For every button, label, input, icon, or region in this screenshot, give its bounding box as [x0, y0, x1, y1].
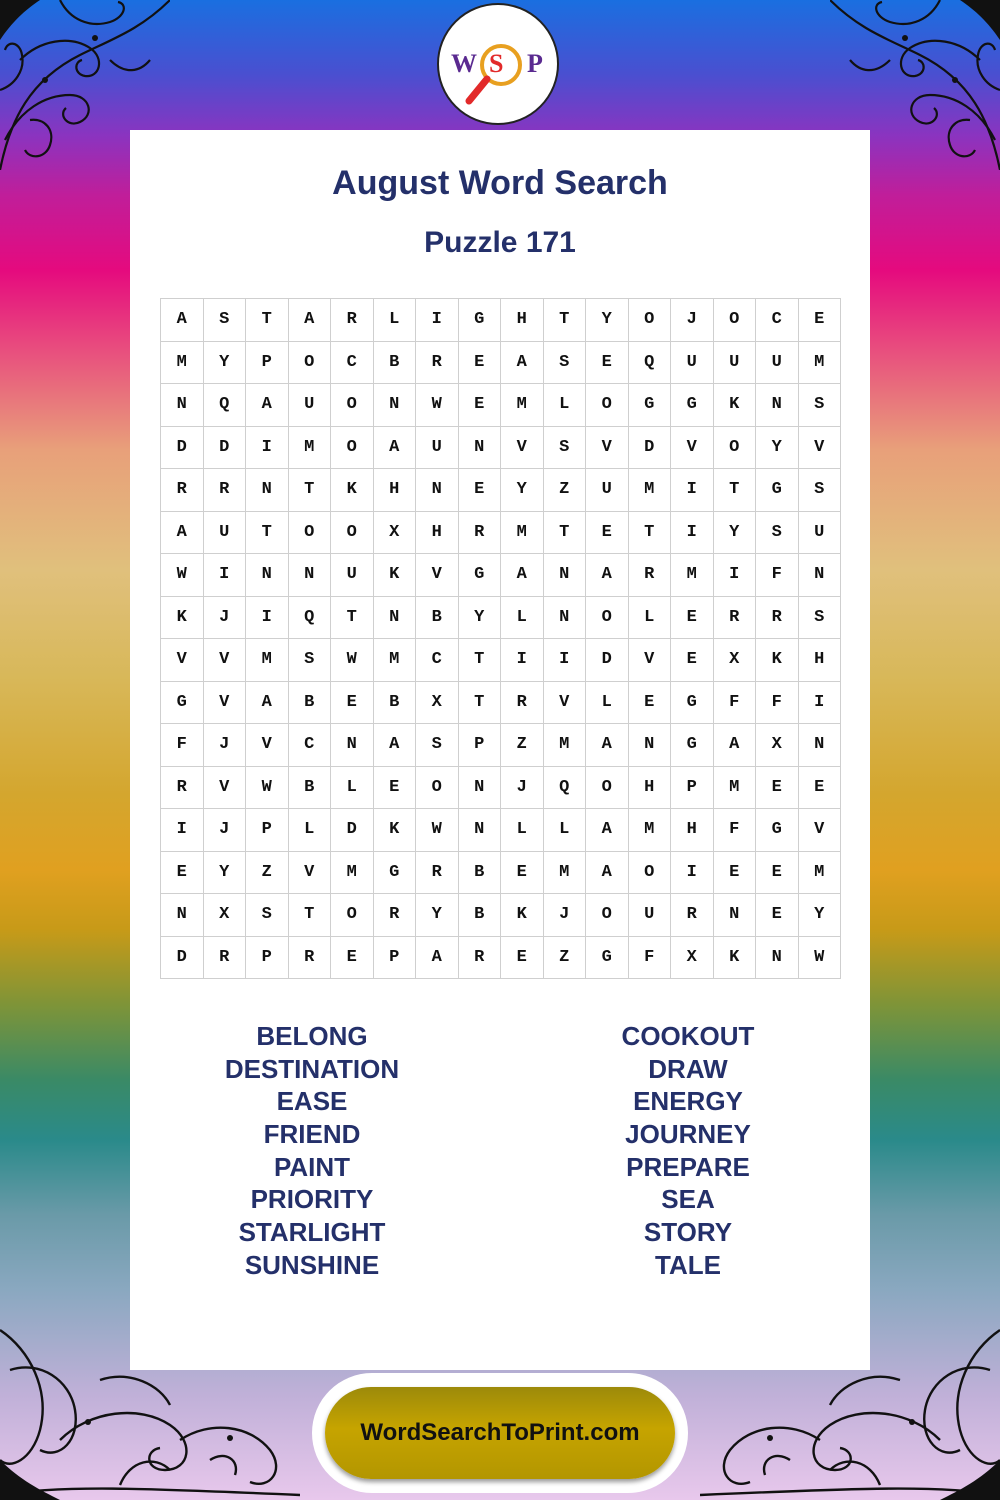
grid-cell[interactable]: R	[161, 766, 204, 809]
grid-cell[interactable]: V	[798, 809, 841, 852]
grid-cell[interactable]: M	[161, 341, 204, 384]
grid-cell[interactable]: Q	[628, 341, 671, 384]
grid-cell[interactable]: Q	[288, 596, 331, 639]
grid-cell[interactable]: H	[798, 639, 841, 682]
grid-cell[interactable]: S	[416, 724, 459, 767]
grid-cell[interactable]: F	[713, 681, 756, 724]
grid-cell[interactable]: Y	[586, 299, 629, 342]
word-list-item: JOURNEY	[625, 1119, 751, 1150]
grid-cell[interactable]: V	[203, 681, 246, 724]
grid-cell[interactable]: A	[416, 936, 459, 979]
grid-cell[interactable]: E	[501, 936, 544, 979]
grid-cell[interactable]: E	[756, 894, 799, 937]
grid-cell[interactable]: A	[586, 554, 629, 597]
grid-cell[interactable]: V	[246, 724, 289, 767]
grid-cell[interactable]: B	[458, 851, 501, 894]
grid-row	[161, 936, 841, 979]
grid-row	[161, 554, 841, 597]
grid-cell[interactable]: M	[501, 511, 544, 554]
grid-cell[interactable]: W	[331, 639, 374, 682]
grid-cell[interactable]: H	[416, 511, 459, 554]
grid-cell[interactable]: T	[458, 639, 501, 682]
grid-cell[interactable]: R	[203, 469, 246, 512]
grid-cell[interactable]: M	[798, 341, 841, 384]
grid-cell[interactable]: R	[458, 511, 501, 554]
word-list-item: BELONG	[256, 1021, 368, 1051]
grid-cell[interactable]: R	[331, 299, 374, 342]
grid-cell[interactable]: E	[798, 299, 841, 342]
grid-cell[interactable]: M	[671, 554, 714, 597]
grid-cell[interactable]: G	[756, 469, 799, 512]
grid-row	[161, 341, 841, 384]
grid-cell[interactable]: S	[246, 894, 289, 937]
grid-cell[interactable]: V	[798, 426, 841, 469]
grid-cell[interactable]: I	[501, 639, 544, 682]
grid-cell[interactable]: X	[671, 936, 714, 979]
grid-cell[interactable]: A	[586, 809, 629, 852]
grid-cell[interactable]: E	[586, 511, 629, 554]
grid-cell[interactable]: N	[713, 894, 756, 937]
grid-cell[interactable]: H	[501, 299, 544, 342]
grid-cell[interactable]: L	[586, 681, 629, 724]
grid-cell[interactable]: C	[756, 299, 799, 342]
grid-cell[interactable]: L	[501, 809, 544, 852]
grid-cell[interactable]: X	[203, 894, 246, 937]
grid-row	[161, 639, 841, 682]
footer-site-badge[interactable]	[325, 1387, 675, 1479]
grid-cell[interactable]: U	[331, 554, 374, 597]
grid-cell[interactable]: O	[586, 384, 629, 427]
grid-cell[interactable]: R	[713, 596, 756, 639]
grid-cell[interactable]: G	[671, 384, 714, 427]
footer-site-text: WordSearchToPrint.com	[360, 1419, 640, 1446]
grid-cell[interactable]: T	[288, 469, 331, 512]
grid-cell[interactable]: V	[203, 766, 246, 809]
word-list-item: STORY	[643, 1217, 733, 1248]
grid-cell[interactable]: J	[543, 894, 586, 937]
grid-cell[interactable]: B	[288, 681, 331, 724]
grid-cell[interactable]: M	[713, 766, 756, 809]
grid-cell[interactable]: R	[458, 936, 501, 979]
grid-cell[interactable]: T	[246, 511, 289, 554]
grid-cell[interactable]: W	[416, 384, 459, 427]
word-list-item: DRAW	[648, 1053, 728, 1084]
grid-cell[interactable]: U	[628, 894, 671, 937]
grid-cell[interactable]: U	[203, 511, 246, 554]
grid-cell[interactable]: R	[756, 596, 799, 639]
grid-cell[interactable]: E	[331, 936, 374, 979]
grid-cell[interactable]: E	[756, 851, 799, 894]
grid-cell[interactable]: A	[501, 554, 544, 597]
grid-cell[interactable]: P	[373, 936, 416, 979]
grid-cell[interactable]: G	[756, 809, 799, 852]
grid-cell[interactable]: V	[628, 639, 671, 682]
word-list-item: DESTINATION	[224, 1053, 400, 1084]
grid-cell[interactable]: M	[373, 639, 416, 682]
grid-cell[interactable]: L	[501, 596, 544, 639]
grid-cell[interactable]: Q	[543, 766, 586, 809]
grid-cell[interactable]: E	[628, 681, 671, 724]
grid-cell[interactable]: Y	[756, 426, 799, 469]
word-list-item: TALE	[655, 1249, 721, 1280]
grid-cell[interactable]: M	[628, 809, 671, 852]
grid-cell[interactable]: T	[543, 299, 586, 342]
grid-cell[interactable]: R	[203, 936, 246, 979]
grid-cell[interactable]: O	[416, 766, 459, 809]
grid-cell[interactable]: O	[586, 596, 629, 639]
grid-cell[interactable]: B	[458, 894, 501, 937]
grid-cell[interactable]: P	[246, 341, 289, 384]
grid-cell[interactable]: O	[713, 426, 756, 469]
grid-cell[interactable]: N	[373, 384, 416, 427]
grid-cell[interactable]: Y	[713, 511, 756, 554]
grid-cell[interactable]: J	[501, 766, 544, 809]
grid-cell[interactable]: O	[628, 851, 671, 894]
grid-cell[interactable]: I	[203, 554, 246, 597]
grid-cell[interactable]: E	[756, 766, 799, 809]
grid-cell[interactable]: N	[288, 554, 331, 597]
grid-cell[interactable]: T	[246, 299, 289, 342]
grid-cell[interactable]: N	[628, 724, 671, 767]
grid-cell[interactable]: Y	[203, 341, 246, 384]
grid-cell[interactable]: N	[331, 724, 374, 767]
grid-cell[interactable]: U	[756, 341, 799, 384]
grid-cell[interactable]: R	[628, 554, 671, 597]
grid-cell[interactable]: A	[586, 851, 629, 894]
grid-cell[interactable]: V	[671, 426, 714, 469]
grid-cell[interactable]: U	[586, 469, 629, 512]
grid-cell[interactable]: Z	[501, 724, 544, 767]
grid-cell[interactable]: X	[713, 639, 756, 682]
grid-cell[interactable]: F	[713, 809, 756, 852]
grid-cell[interactable]: R	[671, 894, 714, 937]
grid-cell[interactable]: B	[416, 596, 459, 639]
grid-cell[interactable]: K	[713, 384, 756, 427]
grid-cell[interactable]: E	[161, 851, 204, 894]
grid-cell[interactable]: N	[161, 894, 204, 937]
word-list-item: STARLIGHT	[238, 1217, 386, 1248]
grid-cell[interactable]: V	[203, 639, 246, 682]
grid-cell[interactable]: L	[543, 809, 586, 852]
grid-cell[interactable]: W	[416, 809, 459, 852]
grid-cell[interactable]: H	[373, 469, 416, 512]
grid-cell[interactable]: O	[288, 341, 331, 384]
grid-cell[interactable]: A	[288, 299, 331, 342]
grid-cell[interactable]: W	[161, 554, 204, 597]
grid-cell[interactable]: S	[798, 384, 841, 427]
grid-cell[interactable]: N	[756, 936, 799, 979]
grid-cell[interactable]: G	[671, 724, 714, 767]
grid-cell[interactable]: L	[628, 596, 671, 639]
grid-cell[interactable]: U	[416, 426, 459, 469]
grid-cell[interactable]: G	[373, 851, 416, 894]
grid-cell[interactable]: A	[246, 681, 289, 724]
grid-cell[interactable]: Y	[203, 851, 246, 894]
grid-cell[interactable]: S	[288, 639, 331, 682]
grid-cell[interactable]: O	[331, 426, 374, 469]
grid-cell[interactable]: T	[628, 511, 671, 554]
grid-cell[interactable]: D	[586, 639, 629, 682]
grid-cell[interactable]: Z	[543, 936, 586, 979]
grid-cell[interactable]: A	[713, 724, 756, 767]
grid-cell[interactable]: S	[798, 469, 841, 512]
grid-cell[interactable]: N	[458, 766, 501, 809]
grid-cell[interactable]: K	[161, 596, 204, 639]
grid-cell[interactable]: A	[501, 341, 544, 384]
grid-cell[interactable]: G	[628, 384, 671, 427]
grid-cell[interactable]: I	[671, 851, 714, 894]
grid-cell[interactable]: F	[628, 936, 671, 979]
grid-cell[interactable]: M	[246, 639, 289, 682]
logo-letter-w: W	[451, 49, 477, 78]
grid-cell[interactable]: N	[373, 596, 416, 639]
grid-cell[interactable]: M	[543, 724, 586, 767]
word-list-item: SEA	[661, 1184, 715, 1215]
grid-row	[161, 596, 841, 639]
grid-cell[interactable]: X	[416, 681, 459, 724]
grid-cell[interactable]: E	[331, 681, 374, 724]
word-list-item: PAINT	[273, 1151, 351, 1182]
grid-cell[interactable]: O	[586, 766, 629, 809]
grid-cell[interactable]: R	[161, 469, 204, 512]
word-list-right	[538, 1020, 838, 1282]
grid-cell[interactable]: P	[458, 724, 501, 767]
grid-cell[interactable]: N	[161, 384, 204, 427]
logo-letter-s: S	[489, 49, 504, 78]
grid-cell[interactable]: I	[798, 681, 841, 724]
grid-cell[interactable]: D	[203, 426, 246, 469]
grid-cell[interactable]: Q	[203, 384, 246, 427]
grid-cell[interactable]: N	[458, 809, 501, 852]
grid-cell[interactable]: K	[501, 894, 544, 937]
grid-cell[interactable]: M	[628, 469, 671, 512]
grid-cell[interactable]: P	[246, 936, 289, 979]
grid-cell[interactable]: T	[288, 894, 331, 937]
grid-cell[interactable]: R	[373, 894, 416, 937]
page-title: August Word Search	[332, 164, 668, 202]
grid-cell[interactable]: D	[331, 809, 374, 852]
wsp-logo	[437, 3, 559, 125]
grid-cell[interactable]: N	[416, 469, 459, 512]
grid-cell[interactable]: G	[161, 681, 204, 724]
grid-cell[interactable]: O	[713, 299, 756, 342]
grid-cell[interactable]: A	[161, 511, 204, 554]
grid-cell[interactable]: M	[501, 384, 544, 427]
grid-cell[interactable]: O	[586, 894, 629, 937]
word-list-item: FRIEND	[263, 1119, 361, 1150]
grid-cell[interactable]: S	[756, 511, 799, 554]
grid-cell[interactable]: A	[161, 299, 204, 342]
grid-cell[interactable]: E	[501, 851, 544, 894]
grid-cell[interactable]: W	[798, 936, 841, 979]
grid-cell[interactable]: J	[671, 299, 714, 342]
grid-cell[interactable]: A	[373, 724, 416, 767]
grid-cell[interactable]: N	[246, 469, 289, 512]
grid-cell[interactable]: N	[798, 554, 841, 597]
grid-cell[interactable]: B	[288, 766, 331, 809]
grid-cell[interactable]: I	[161, 809, 204, 852]
grid-cell[interactable]: D	[628, 426, 671, 469]
grid-cell[interactable]: Y	[458, 596, 501, 639]
grid-cell[interactable]: S	[543, 426, 586, 469]
grid-cell[interactable]: J	[203, 596, 246, 639]
letter-grid	[160, 298, 841, 979]
grid-cell[interactable]: G	[586, 936, 629, 979]
grid-cell[interactable]: O	[331, 384, 374, 427]
grid-cell[interactable]: U	[288, 384, 331, 427]
grid-cell[interactable]: N	[246, 554, 289, 597]
grid-cell[interactable]: I	[671, 469, 714, 512]
grid-cell[interactable]: Z	[543, 469, 586, 512]
grid-cell[interactable]: E	[458, 469, 501, 512]
grid-cell[interactable]: T	[331, 596, 374, 639]
word-list-item: COOKOUT	[621, 1021, 755, 1051]
grid-cell[interactable]: I	[246, 426, 289, 469]
grid-cell[interactable]: A	[586, 724, 629, 767]
grid-cell[interactable]: S	[798, 596, 841, 639]
grid-cell[interactable]: L	[543, 384, 586, 427]
grid-cell[interactable]: G	[458, 299, 501, 342]
grid-cell[interactable]: R	[501, 681, 544, 724]
grid-cell[interactable]: O	[288, 511, 331, 554]
grid-cell[interactable]: R	[416, 851, 459, 894]
grid-cell[interactable]: N	[756, 384, 799, 427]
grid-cell[interactable]: E	[458, 384, 501, 427]
grid-row	[161, 299, 841, 342]
grid-cell[interactable]: Y	[501, 469, 544, 512]
grid-cell[interactable]: I	[543, 639, 586, 682]
grid-cell[interactable]: X	[756, 724, 799, 767]
grid-cell[interactable]: K	[713, 936, 756, 979]
grid-cell[interactable]: H	[671, 809, 714, 852]
grid-cell[interactable]: X	[373, 511, 416, 554]
grid-cell[interactable]: V	[161, 639, 204, 682]
grid-cell[interactable]: W	[246, 766, 289, 809]
grid-row	[161, 681, 841, 724]
grid-cell[interactable]: E	[671, 639, 714, 682]
grid-cell[interactable]: D	[161, 426, 204, 469]
grid-cell[interactable]: K	[373, 809, 416, 852]
grid-cell[interactable]: I	[416, 299, 459, 342]
grid-cell[interactable]: I	[713, 554, 756, 597]
grid-cell[interactable]: M	[543, 851, 586, 894]
puzzle-number: Puzzle 171	[424, 226, 576, 259]
grid-cell[interactable]: J	[203, 724, 246, 767]
grid-cell[interactable]: F	[756, 681, 799, 724]
grid-cell[interactable]: E	[713, 851, 756, 894]
grid-cell[interactable]: P	[246, 809, 289, 852]
grid-cell[interactable]: O	[628, 299, 671, 342]
grid-cell[interactable]: N	[798, 724, 841, 767]
grid-cell[interactable]: E	[586, 341, 629, 384]
grid-cell[interactable]: T	[458, 681, 501, 724]
grid-cell[interactable]: S	[543, 341, 586, 384]
grid-cell[interactable]: U	[671, 341, 714, 384]
grid-cell[interactable]: J	[203, 809, 246, 852]
grid-row	[161, 384, 841, 427]
grid-cell[interactable]: N	[543, 554, 586, 597]
grid-cell[interactable]: I	[671, 511, 714, 554]
grid-row	[161, 469, 841, 512]
grid-cell[interactable]: K	[331, 469, 374, 512]
grid-cell[interactable]: M	[331, 851, 374, 894]
word-list-item: ENERGY	[633, 1086, 743, 1117]
grid-cell[interactable]: T	[713, 469, 756, 512]
grid-row	[161, 511, 841, 554]
grid-row	[161, 809, 841, 852]
grid-cell[interactable]: C	[288, 724, 331, 767]
grid-cell[interactable]: Z	[246, 851, 289, 894]
grid-cell[interactable]: M	[288, 426, 331, 469]
grid-cell[interactable]: N	[458, 426, 501, 469]
word-list-item: PRIORITY	[250, 1184, 374, 1215]
grid-cell[interactable]: S	[203, 299, 246, 342]
grid-cell[interactable]: F	[756, 554, 799, 597]
grid-cell[interactable]: O	[331, 511, 374, 554]
grid-cell[interactable]: V	[416, 554, 459, 597]
grid-cell[interactable]: E	[798, 766, 841, 809]
grid-cell[interactable]: A	[373, 426, 416, 469]
grid-cell[interactable]: L	[373, 299, 416, 342]
word-list-item: EASE	[276, 1086, 348, 1117]
word-list-item: SUNSHINE	[244, 1249, 380, 1280]
grid-cell[interactable]: K	[756, 639, 799, 682]
grid-cell[interactable]: V	[288, 851, 331, 894]
logo-letter-p: P	[527, 49, 543, 78]
grid-cell[interactable]: L	[331, 766, 374, 809]
grid-cell[interactable]: V	[501, 426, 544, 469]
grid-cell[interactable]: E	[373, 766, 416, 809]
grid-cell[interactable]: G	[458, 554, 501, 597]
grid-cell[interactable]: E	[458, 341, 501, 384]
grid-cell[interactable]: O	[331, 894, 374, 937]
grid-cell[interactable]: H	[628, 766, 671, 809]
grid-row	[161, 426, 841, 469]
grid-cell[interactable]: B	[373, 681, 416, 724]
grid-cell[interactable]: B	[373, 341, 416, 384]
grid-row	[161, 766, 841, 809]
grid-cell[interactable]: C	[416, 639, 459, 682]
grid-cell[interactable]: V	[586, 426, 629, 469]
grid-cell[interactable]: D	[161, 936, 204, 979]
grid-cell[interactable]: N	[543, 596, 586, 639]
grid-cell[interactable]: I	[246, 596, 289, 639]
grid-cell[interactable]: K	[373, 554, 416, 597]
grid-cell[interactable]: R	[416, 341, 459, 384]
word-list-item: PREPARE	[626, 1151, 750, 1182]
grid-cell[interactable]: C	[331, 341, 374, 384]
grid-cell[interactable]: U	[798, 511, 841, 554]
grid-cell[interactable]: U	[713, 341, 756, 384]
grid-cell[interactable]: V	[543, 681, 586, 724]
grid-row	[161, 724, 841, 767]
grid-cell[interactable]: Y	[798, 894, 841, 937]
grid-cell[interactable]: P	[671, 766, 714, 809]
grid-cell[interactable]: Y	[416, 894, 459, 937]
grid-cell[interactable]: T	[543, 511, 586, 554]
word-list-left	[162, 1020, 462, 1282]
grid-cell[interactable]: R	[288, 936, 331, 979]
grid-cell[interactable]: G	[671, 681, 714, 724]
grid-cell[interactable]: M	[798, 851, 841, 894]
grid-row	[161, 894, 841, 937]
grid-cell[interactable]: L	[288, 809, 331, 852]
grid-row	[161, 851, 841, 894]
grid-cell[interactable]: F	[161, 724, 204, 767]
grid-cell[interactable]: E	[671, 596, 714, 639]
grid-cell[interactable]: A	[246, 384, 289, 427]
